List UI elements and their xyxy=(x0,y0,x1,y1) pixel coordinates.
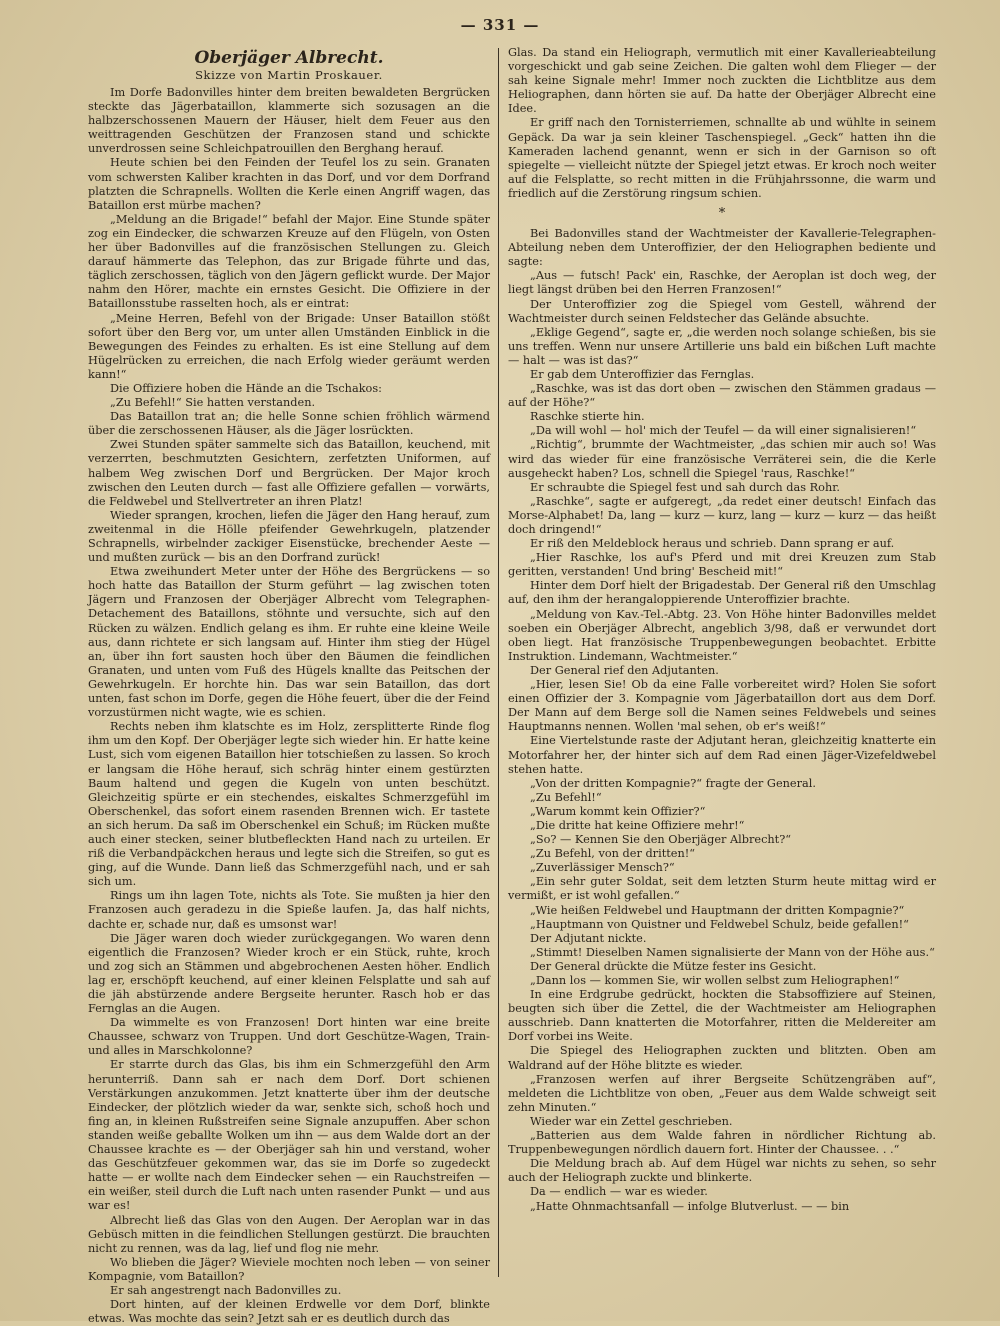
paragraph: Hinter dem Dorf hielt der Brigadestab. Der General riß den Umschlag auf, den ihm der herangaloppierende Unteroffizier brachte. xyxy=(508,579,936,607)
paragraph: „Meldung an die Brigade!“ befahl der Major. Eine Stunde später zog ein Eindecker, die schwarzen Kreuze auf den Flügeln, von Osten her über Badonvilles auf die französischen Stellungen zu. Gleich darauf hämmerte das Telephon, das zur Brigade führte und das, täglich zerschossen, täglich von den Jägern geflickt wurde. Der Major nahm den Hörer, machte ein ernstes Gesicht. Die Offiziere in der Bataillonsstube rasselten hoch, als er eintrat: xyxy=(88,212,490,311)
paragraph: „So? — Kennen Sie den Oberjäger Albrecht?“ xyxy=(530,833,792,847)
paragraph: Da — endlich — war es wieder. xyxy=(530,1185,708,1199)
paragraph: Heute schien bei den Feinden der Teufel los zu sein. Granaten vom schwersten Kaliber krachten in das Dorf, und vor dem Dorfrand platzten die Schrapnells. Wollten die Kerle einen Angriff wagen, das Bataillon erst mürbe machen? xyxy=(88,156,490,212)
paragraph: „Zu Befehl!“ xyxy=(530,790,602,804)
paragraph: Das Bataillon trat an; die helle Sonne schien fröhlich wärmend über die zerschossenen Häuser, als die Jäger losrückten. xyxy=(88,410,490,438)
paragraph: „Stimmt! Dieselben Namen signalisierte der Mann von der Höhe aus.“ xyxy=(530,945,935,959)
paragraph: Eine Viertelstunde raste der Adjutant heran, gleichzeitig knatterte ein Motorfahrer her, der hinter sich auf dem Rad einen Jäger-Vizefeldwebel stehen hatte. xyxy=(508,734,936,776)
paragraph: „Hatte Ohnmachtsanfall — infolge Blutverlust. — — bin xyxy=(530,1199,850,1213)
paragraph: Er griff nach den Tornisterriemen, schnallte ab und wühlte in seinem Gepäck. Da war ja sein kleiner Taschenspiegel. „Geck“ hatten ihn die Kameraden lachend genannt, wenn er sich in der Garnison so oft spiegelte — vielleicht nützte der Spiegel jetzt etwas. Er kroch noch weiter auf die Felsplatte, so recht mitten in die Frühjahrssonne, die warm und friedlich auf die Zerstörung ringsum schien. xyxy=(508,116,936,200)
paragraph: „Raschke“, sagte er aufgeregt, „da redet einer deutsch! Einfach das Morse-Alphabet! Da, lang — kurz — kurz, lang — kurz — kurz — das heißt doch dringend!“ xyxy=(508,494,936,536)
paragraph: „Franzosen werfen auf ihrer Bergseite Schützengräben auf“, meldeten die Lichtblitze von oben, „Feuer aus dem Walde schweigt seit zehn Minuten.“ xyxy=(508,1072,936,1114)
paragraph: Wieder war ein Zettel geschrieben. xyxy=(530,1114,733,1128)
paragraph: Wo blieben die Jäger? Wieviele mochten noch leben — von seiner Kompagnie, vom Bataillon? xyxy=(88,1255,490,1283)
article-title: Oberjäger Albrecht. xyxy=(194,48,384,68)
paragraph: „Zu Befehl, von der dritten!“ xyxy=(530,847,696,861)
paragraph: Die Offiziere hoben die Hände an die Tschakos: xyxy=(110,381,382,395)
paragraph: „Meldung von Kav.-Tel.-Abtg. 23. Von Höhe hinter Badonvilles meldet soeben ein Oberjäger Albrecht, angeblich 3/98, daß er verwundet dort oben liegt. Hat französische Truppenbewegungen beobachtet. Erbitte Instruktion. Lindemann, Wachtmeister.“ xyxy=(508,607,936,663)
paragraph: „Hier, lesen Sie! Ob da eine Falle vorbereitet wird? Holen Sie sofort einen Offizier der 3. Kompagnie vom Jägerbataillon dort aus dem Dorf. Der Mann auf dem Berge soll die Namen seines Feldwebels und seines Hauptmanns nennen. Wollen 'mal sehen, ob er's weiß!“ xyxy=(508,678,936,734)
paragraph: Er sah angestrengt nach Badonvilles zu. xyxy=(110,1283,342,1297)
paragraph: Die Meldung brach ab. Auf dem Hügel war nichts zu sehen, so sehr auch der Heliograph zuckte und blinkerte. xyxy=(508,1157,936,1185)
paragraph: „Zuverlässiger Mensch?“ xyxy=(530,861,675,875)
paragraph: Rings um ihn lagen Tote, nichts als Tote. Sie mußten ja hier den Franzosen auch geradezu in die Spieße laufen. Ja, das half nichts, dachte er, schade nur, daß es umsonst war! xyxy=(88,889,490,931)
right-column xyxy=(508,46,936,1291)
right-paragraphs-after-break xyxy=(508,227,936,1214)
paragraph: Zwei Stunden später sammelte sich das Bataillon, keuchend, mit verzerrten, beschmutzten Gesichtern, zerfetzten Uniformen, auf halbem Weg zwischen Dorf und Bergrücken. Der Major kroch zwischen den Leuten durch — fast alle Offiziere gefallen — vorwärts, die Feldwebel und Stellvertreter an ihren Platz! xyxy=(88,438,490,508)
paragraph: Etwa zweihundert Meter unter der Höhe des Bergrückens — so hoch hatte das Bataillon der Sturm geführt — lag zwischen toten Jägern und Franzosen der Oberjäger Albrecht vom Telegraphen-Detachement des Bataillons, stöhnte und versuchte, sich auf den Rücken zu wälzen. Endlich gelang es ihm. Er ruhte eine kleine Weile aus, dann richtete er sich langsam auf. Hinter ihm stieg der Hügel an, über ihn fort sausten hoch über den Bäumen die feindlichen Granaten, und unten vom Fuß des Hügels knallte das Peitschen der Gewehrkugeln. Er horchte hin. Das war sein Bataillon, das dort unten, fast schon im Dorfe, gegen die Höhe feuert, über die der Feind vorzustürmen nicht wagte, wie es schien. xyxy=(88,565,490,720)
paragraph: „Aus — futsch! Pack' ein, Raschke, der Aeroplan ist doch weg, der liegt längst drüben bei den Herren Franzosen!“ xyxy=(508,269,936,297)
paragraph: „Die dritte hat keine Offiziere mehr!“ xyxy=(530,818,745,832)
paragraph: „Von der dritten Kompagnie?“ fragte der General. xyxy=(530,776,816,790)
left-column xyxy=(88,46,490,1326)
paragraph: „Dann los — kommen Sie, wir wollen selbst zum Heliographen!“ xyxy=(530,974,900,987)
paragraph: „Wie heißen Feldwebel und Hauptmann der dritten Kompagnie?“ xyxy=(530,903,905,917)
paragraph: Der Unteroffizier zog die Spiegel vom Gestell, während der Wachtmeister durch seinen Feldstecher das Gelände absuchte. xyxy=(508,297,936,325)
paragraph: Er schraubte die Spiegel fest und sah durch das Rohr. xyxy=(530,480,840,494)
paragraph: Er gab dem Unteroffizier das Fernglas. xyxy=(530,367,755,381)
paragraph: In eine Erdgrube gedrückt, hockten die Stabsoffiziere auf Steinen, beugten sich über die Zettel, die der Wachtmeister am Heliographen ausschrieb. Dann knatterten die Motorfahrer, ritten die Meldereiter am Dorf vorbei ins Weite. xyxy=(508,988,936,1044)
paragraph: Er riß den Meldeblock heraus und schrieb. Dann sprang er auf. xyxy=(530,537,895,551)
paragraph: Albrecht ließ das Glas von den Augen. Der Aeroplan war in das Gebüsch mitten in die feindlichen Stellungen gestürzt. Die brauchten nicht zu rennen, was da lag, lief und flog nie mehr. xyxy=(88,1213,490,1255)
article-byline: Skizze von Martin Proskauer. xyxy=(195,68,383,82)
paragraph: Der Adjutant nickte. xyxy=(530,931,647,945)
paragraph: Die Spiegel des Heliographen zuckten und blitzten. Oben am Waldrand auf der Höhe blitzte es wieder. xyxy=(508,1044,936,1072)
paragraph: „Raschke, was ist das dort oben — zwischen den Stämmen gradaus — auf der Höhe?“ xyxy=(508,382,936,410)
paragraph: „Hauptmann von Quistner und Feldwebel Schulz, beide gefallen!“ xyxy=(530,917,909,931)
paragraph: Er starrte durch das Glas, bis ihm ein Schmerzgefühl den Arm herunterriß. Dann sah er nach dem Dorf. Dort schienen Verstärkungen anzukommen. Jetzt knatterte über ihm der deutsche Eindecker, der plötzlich wieder da war, senkte sich, schoß hoch und fing an, in kleinen Rußstreifen seine Signale anzupuffen. Aber schon standen weiße geballte Wolken um ihn — aus dem Walde dort an der Chaussee krachte es — der Oberjäger sah hin und verstand, woher das Geschützfeuer gekommen war, das sie im Dorfe so zugedeckt hatte — er wollte nach dem Eindecker sehen — ein Rauchstreifen — ein weißer, steil durch die Luft nach unten rasender Punkt — und aus war es! xyxy=(88,1058,490,1213)
paragraph: „Warum kommt kein Offizier?“ xyxy=(530,804,706,818)
page-number: — 331 — xyxy=(460,16,540,34)
paragraph: „Eklige Gegend“, sagte er, „die werden noch solange schießen, bis sie uns treffen. Wenn nur unsere Artillerie uns bald ein bißchen Luft machte — halt — was ist das?“ xyxy=(508,325,936,367)
paragraph: „Meine Herren, Befehl von der Brigade: Unser Bataillon stößt sofort über den Berg vor, um unter allen Umständen Einblick in die Bewegungen des Feindes zu erhalten. Es ist eine Stellung auf dem Hügelrücken zu erreichen, die nach Erfolg wieder geräumt werden kann!“ xyxy=(88,311,490,381)
section-break-asterisk: * xyxy=(718,206,726,222)
paragraph: „Zu Befehl!“ Sie hatten verstanden. xyxy=(110,396,316,410)
paragraph: Wieder sprangen, krochen, liefen die Jäger den Hang herauf, zum zweitenmal in die Hölle pfeifender Gewehrkugeln, platzender Schrapnells, wirbelnder zackiger Eisenstücke, brechender Aeste — und mußten zurück — bis an den Dorfrand zurück! xyxy=(88,508,490,565)
paragraph: Die Jäger waren doch wieder zurückgegangen. Wo waren denn eigentlich die Franzosen? Wieder kroch er ein Stück, ruhte, kroch und zog sich an Stämmen und abgebrochenen Aesten höher. Endlich lag er, erschöpft keuchend, auf einer kleinen Felsplatte und sah auf die jäh abstürzende andere Bergseite herunter. Rasch hob er das Fernglas an die Augen. xyxy=(88,931,490,1016)
right-paragraphs-before-break xyxy=(508,46,936,201)
paragraph: „Ein sehr guter Soldat, seit dem letzten Sturm heute mittag wird er vermißt, er ist wohl gefallen.“ xyxy=(508,875,936,903)
paragraph: „Batterien aus dem Walde fahren in nördlicher Richtung ab. Truppenbewegungen nördlich dauern fort. Hinter der Chaussee. . .“ xyxy=(508,1129,936,1157)
paragraph: „Da will wohl — hol' mich der Teufel — da will einer signalisieren!“ xyxy=(530,424,917,438)
paragraph: Da wimmelte es von Franzosen! Dort hinten war eine breite Chaussee, schwarz von Truppen. Und dort Geschütze-Wagen, Train- und alles in Marschkolonne? xyxy=(88,1016,490,1058)
paragraph: Raschke stierte hin. xyxy=(530,410,645,424)
paragraph: „Hier Raschke, los auf's Pferd und mit drei Kreuzen zum Stab geritten, verstanden! Und bring' Bescheid mit!“ xyxy=(508,551,936,579)
paragraph: Der General rief den Adjutanten. xyxy=(530,663,719,677)
paragraph: Glas. Da stand ein Heliograph, vermutlich mit einer Kavallerieabteilung vorgeschickt und gab seine Zeichen. Die galten wohl dem Flieger — der sah keine Signale mehr! Immer noch zuckten die Lichtblitze aus dem Heliographen, dann hörten sie auf. Da hatte der Oberjäger Albrecht eine Idee. xyxy=(508,46,936,116)
paragraph: „Richtig“, brummte der Wachtmeister, „das schien mir auch so! Was wird das wieder für eine französische Verräterei sein, die die Kerle ausgeheckt haben? Los, schnell die Spiegel 'raus, Raschke!“ xyxy=(508,438,936,480)
column-divider xyxy=(498,48,499,1277)
paragraph: Der General drückte die Mütze fester ins Gesicht. xyxy=(530,959,817,973)
paragraph: Im Dorfe Badonvilles hinter dem breiten bewaldeten Bergrücken steckte das Jägerbataillon, klammerte sich sozusagen an die halbzerschossenen Mauern der Häuser, hielt dem Feuer aus den weittragenden Geschützen der Franzosen stand und schickte unverdrossen seine Schleichpatrouillen den Berghang herauf. xyxy=(88,86,490,156)
paragraph: Dort hinten, auf der kleinen Erdwelle vor dem Dorf, blinkte etwas. Was mochte das sein? Jetzt sah er es deutlich durch das xyxy=(88,1298,490,1326)
left-paragraphs xyxy=(88,86,490,1326)
paragraph: Rechts neben ihm klatschte es im Holz, zersplitterte Rinde flog ihm um den Kopf. Der Oberjäger legte sich wieder hin. Er hatte keine Lust, sich vom eigenen Bataillon hier totschießen zu lassen. So kroch er langsam die Höhe herauf, sich schräg hinter einem gestürzten Baum haltend und gegen die Kugeln von unten beschützt. Gleichzeitig spürte er ein stechendes, eiskaltes Schmerzgefühl im Oberschenkel, das sofort einem rasenden Brennen wich. Er tastete an sich herum. Da saß im Oberschenkel ein Schuß; im Rücken mußte auch einer stecken, seiner blutbefleckten Hand nach zu urteilen. Er riß die Verbandpäckchen heraus und legte sich die Streifen, so gut es ging, auf die Wunde. Dann ließ das Schmerzgefühl nach, und er sah sich um. xyxy=(88,720,490,889)
paragraph: Bei Badonvilles stand der Wachtmeister der Kavallerie-Telegraphen-Abteilung neben dem Unteroffizier, der den Heliographen bediente und sagte: xyxy=(508,227,936,269)
